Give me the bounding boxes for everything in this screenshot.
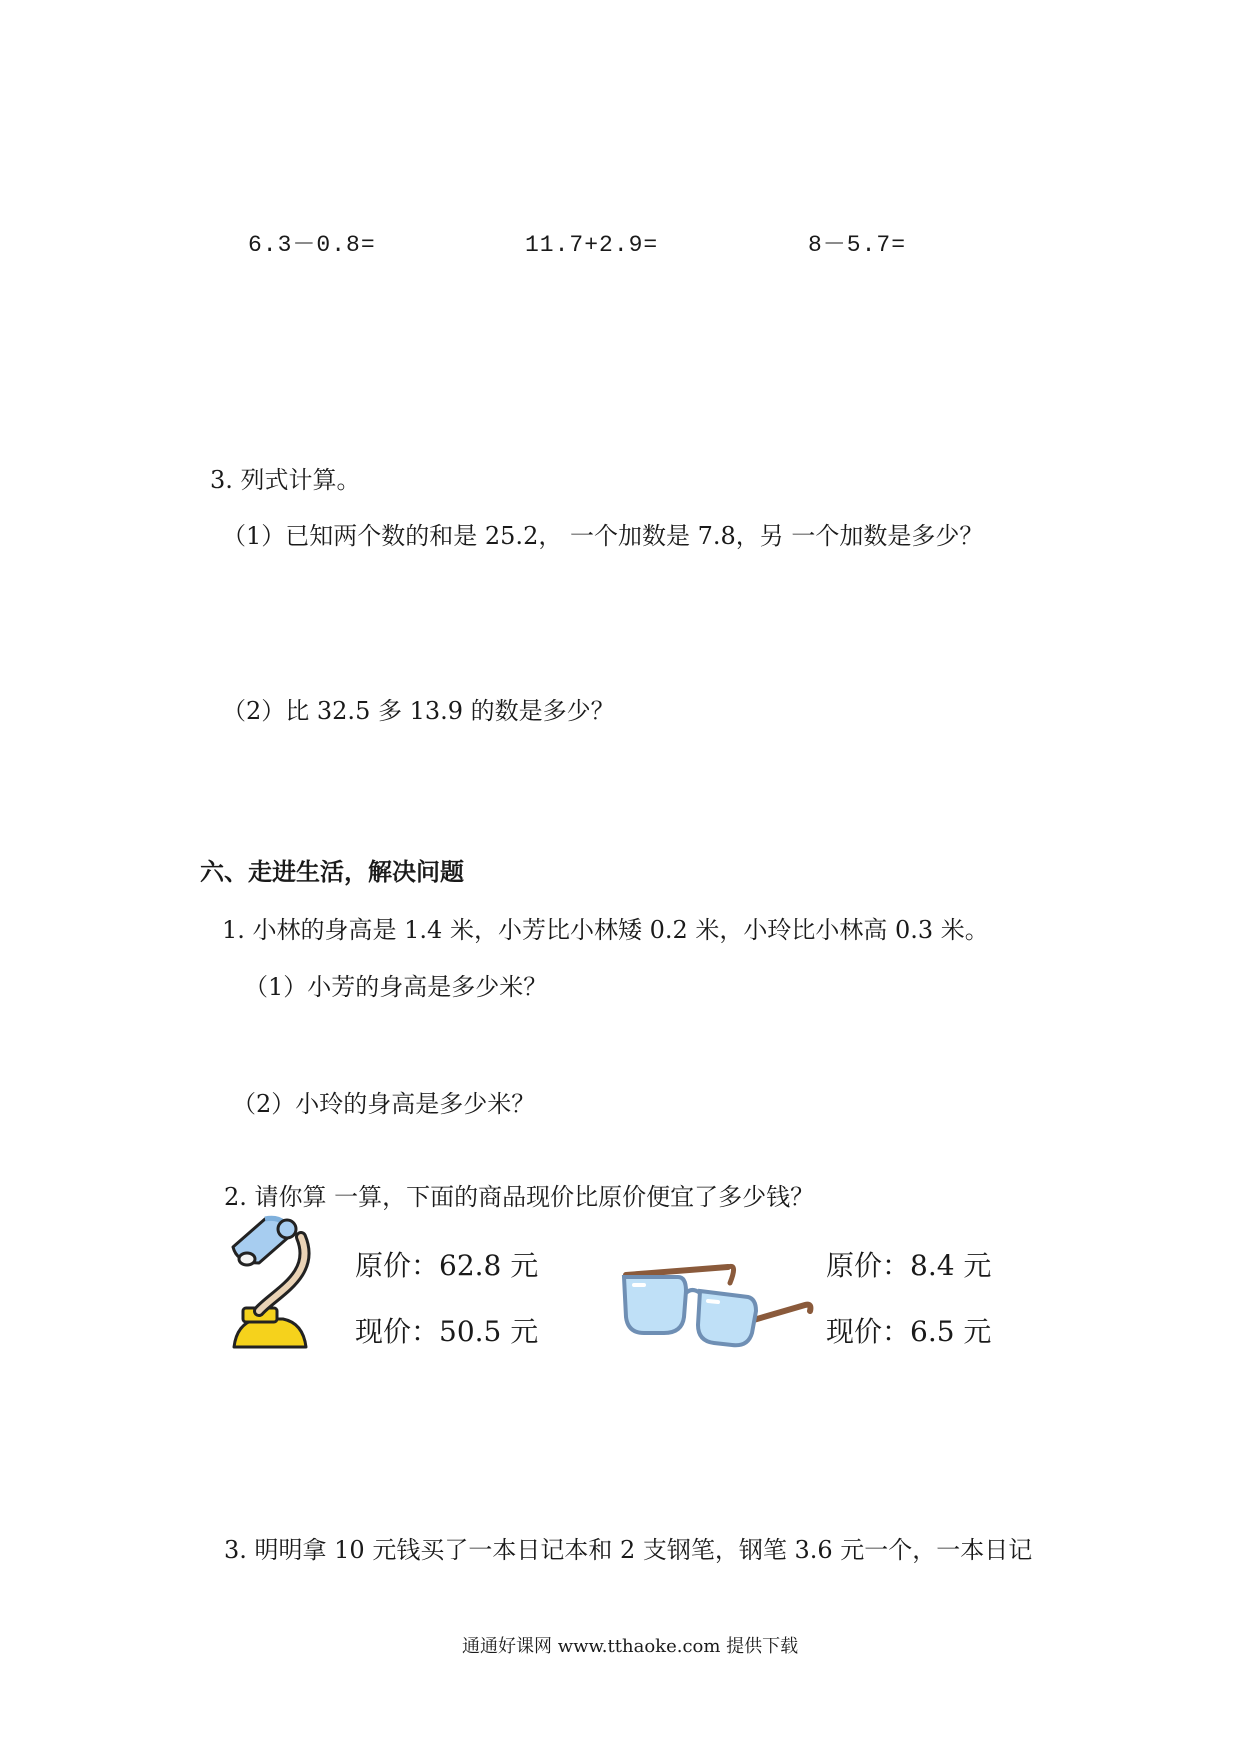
part3-heading: 3. 列式计算。 bbox=[210, 466, 361, 494]
problem1-sub1: （1）小芳的身高是多少米？ bbox=[244, 973, 548, 1001]
part3-question-1: （1）已知两个数的和是 25.2， 一个加数是 7.8，另 一个加数是多少？ bbox=[222, 522, 984, 550]
problem3-text: 3. 明明拿 10 元钱买了一本日记本和 2 支钢笔，钢笔 3.6 元一个，一本日记 bbox=[224, 1536, 1033, 1564]
glasses-current-price: 现价：6.5 元 bbox=[826, 1315, 992, 1348]
part3-question-2: （2）比 32.5 多 13.9 的数是多少？ bbox=[222, 697, 615, 725]
lamp-current-price: 现价：50.5 元 bbox=[355, 1315, 539, 1348]
lamp-original-price: 原价：62.8 元 bbox=[355, 1249, 539, 1282]
problem1-text: 1. 小林的身高是 1.4 米，小芳比小林矮 0.2 米，小玲比小林高 0.3 米。 bbox=[222, 916, 989, 944]
problem1-sub2: （2）小玲的身高是多少米？ bbox=[232, 1090, 536, 1118]
calc-expression-2: 11.7+2.9= bbox=[525, 232, 659, 258]
glasses-icon bbox=[620, 1255, 815, 1350]
calc-expression-1: 6.3－0.8= bbox=[248, 232, 376, 258]
problem2-text: 2. 请你算 一算，下面的商品现价比原价便宜了多少钱？ bbox=[224, 1183, 815, 1211]
section6-title: 六、走进生活，解决问题 bbox=[200, 858, 464, 886]
page-footer: 通通好课网 www.tthaoke.com 提供下载 bbox=[462, 1636, 799, 1657]
desk-lamp-icon bbox=[225, 1215, 335, 1360]
glasses-original-price: 原价：8.4 元 bbox=[826, 1249, 992, 1282]
calc-expression-3: 8－5.7= bbox=[808, 232, 907, 258]
